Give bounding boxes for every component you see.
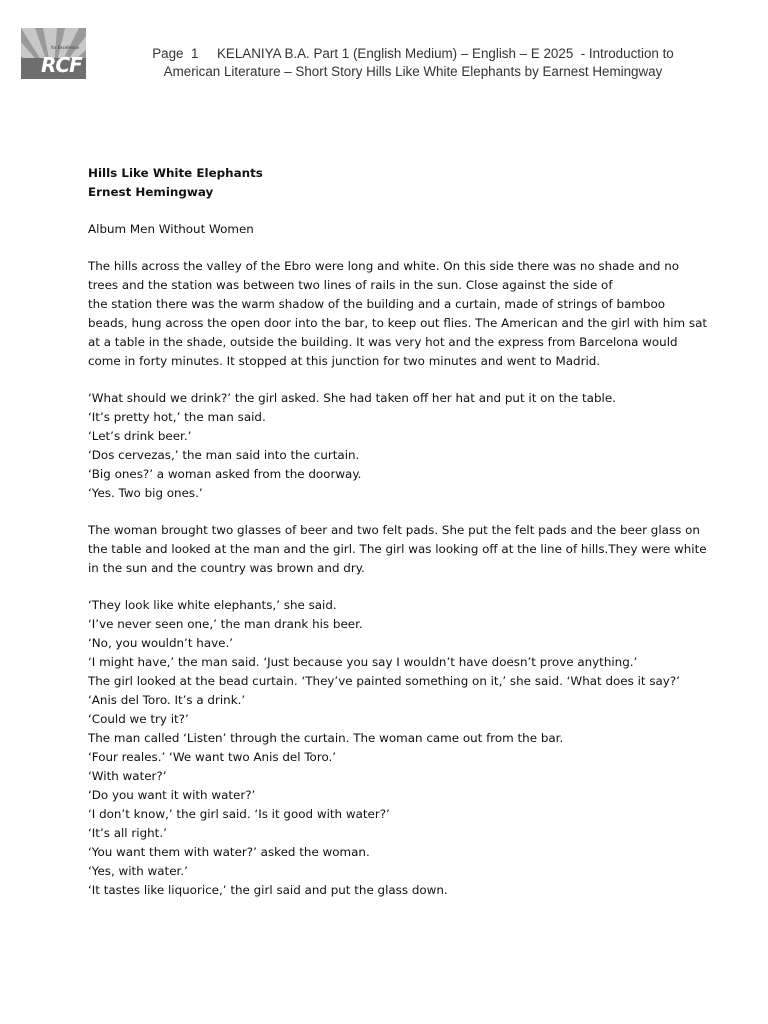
dialogue-line: The man called ‘Listen’ through the curtain. The woman came out from the bar.	[88, 731, 564, 745]
dialogue-line: ‘Four reales.’ ‘We want two Anis del Toro.’	[88, 750, 337, 764]
dialogue-line: ‘I might have,’ the man said. ‘Just because you say I wouldn’t have doesn’t prove anything.’	[88, 655, 638, 669]
paragraph-1	[88, 257, 728, 371]
dialogue-line: ‘What should we drink?’ the girl asked. She had taken off her hat and put it on the table.	[88, 391, 616, 405]
text-line: at a table in the shade, outside the building. It was very hot and the express from Barcelona would	[88, 335, 678, 349]
dialogue-line: The girl looked at the bead curtain. ‘They’ve painted something on it,’ she said. ‘What does it say?’	[88, 674, 680, 688]
logo-tagline: for Excellence	[51, 45, 80, 50]
document-body	[88, 164, 728, 900]
header-line-1: Page 1 KELANIYA B.A. Part 1 (English Medium) – English – E 2025 - Introduction to	[152, 46, 674, 61]
text-line: The hills across the valley of the Ebro were long and white. On this side there was no shade and no	[88, 259, 680, 273]
dialogue-line: ‘They look like white elephants,’ she said.	[88, 598, 337, 612]
text-line: The woman brought two glasses of beer and two felt pads. She put the felt pads and the beer glass on	[88, 523, 700, 537]
text-line: come in forty minutes. It stopped at this junction for two minutes and went to Madrid.	[88, 354, 601, 368]
album-line: Album Men Without Women	[88, 222, 254, 236]
dialogue-line: ‘Let’s drink beer.’	[88, 429, 192, 443]
rcf-logo	[21, 28, 86, 79]
dialogue-line: ‘Yes, with water.’	[88, 864, 188, 878]
dialogue-line: ‘It tastes like liquorice,’ the girl said and put the glass down.	[88, 883, 448, 897]
text-line: the station there was the warm shadow of the building and a curtain, made of strings of bamboo	[88, 297, 665, 311]
paragraph-2	[88, 521, 728, 578]
text-line: beads, hung across the open door into the bar, to keep out flies. The American and the girl with him sat	[88, 316, 708, 330]
dialogue-line: ‘No, you wouldn’t have.’	[88, 636, 234, 650]
text-line: in the sun and the country was brown and dry.	[88, 561, 365, 575]
dialogue-line: ‘You want them with water?’ asked the woman.	[88, 845, 370, 859]
page-header	[88, 45, 738, 81]
story-title: Hills Like White Elephants	[88, 166, 263, 180]
dialogue-line: ‘Dos cervezas,’ the man said into the curtain.	[88, 448, 360, 462]
dialogue-line: ‘Anis del Toro. It’s a drink.’	[88, 693, 246, 707]
dialogue-line: ‘Yes. Two big ones.’	[88, 486, 203, 500]
dialogue-line: ‘With water?’	[88, 769, 167, 783]
header-line-2: American Literature – Short Story Hills Like White Elephants by Earnest Hemingway	[163, 64, 663, 79]
text-line: the table and looked at the man and the girl. The girl was looking off at the line of hills.They were white	[88, 542, 707, 556]
logo-text: RCF	[41, 53, 82, 77]
dialogue-line: ‘It’s pretty hot,’ the man said.	[88, 410, 266, 424]
dialogue-line: ‘Do you want it with water?’	[88, 788, 256, 802]
dialogue-line: ‘I’ve never seen one,’ the man drank his beer.	[88, 617, 363, 631]
dialogue-line: ‘It’s all right.’	[88, 826, 167, 840]
dialogue-block-2	[88, 596, 728, 900]
story-author: Ernest Hemingway	[88, 185, 214, 199]
text-line: trees and the station was between two lines of rails in the sun. Close against the side of	[88, 278, 613, 292]
dialogue-line: ‘Could we try it?’	[88, 712, 189, 726]
dialogue-line: ‘Big ones?’ a woman asked from the doorway.	[88, 467, 362, 481]
dialogue-line: ‘I don’t know,’ the girl said. ‘Is it good with water?’	[88, 807, 390, 821]
dialogue-block-1	[88, 389, 728, 503]
